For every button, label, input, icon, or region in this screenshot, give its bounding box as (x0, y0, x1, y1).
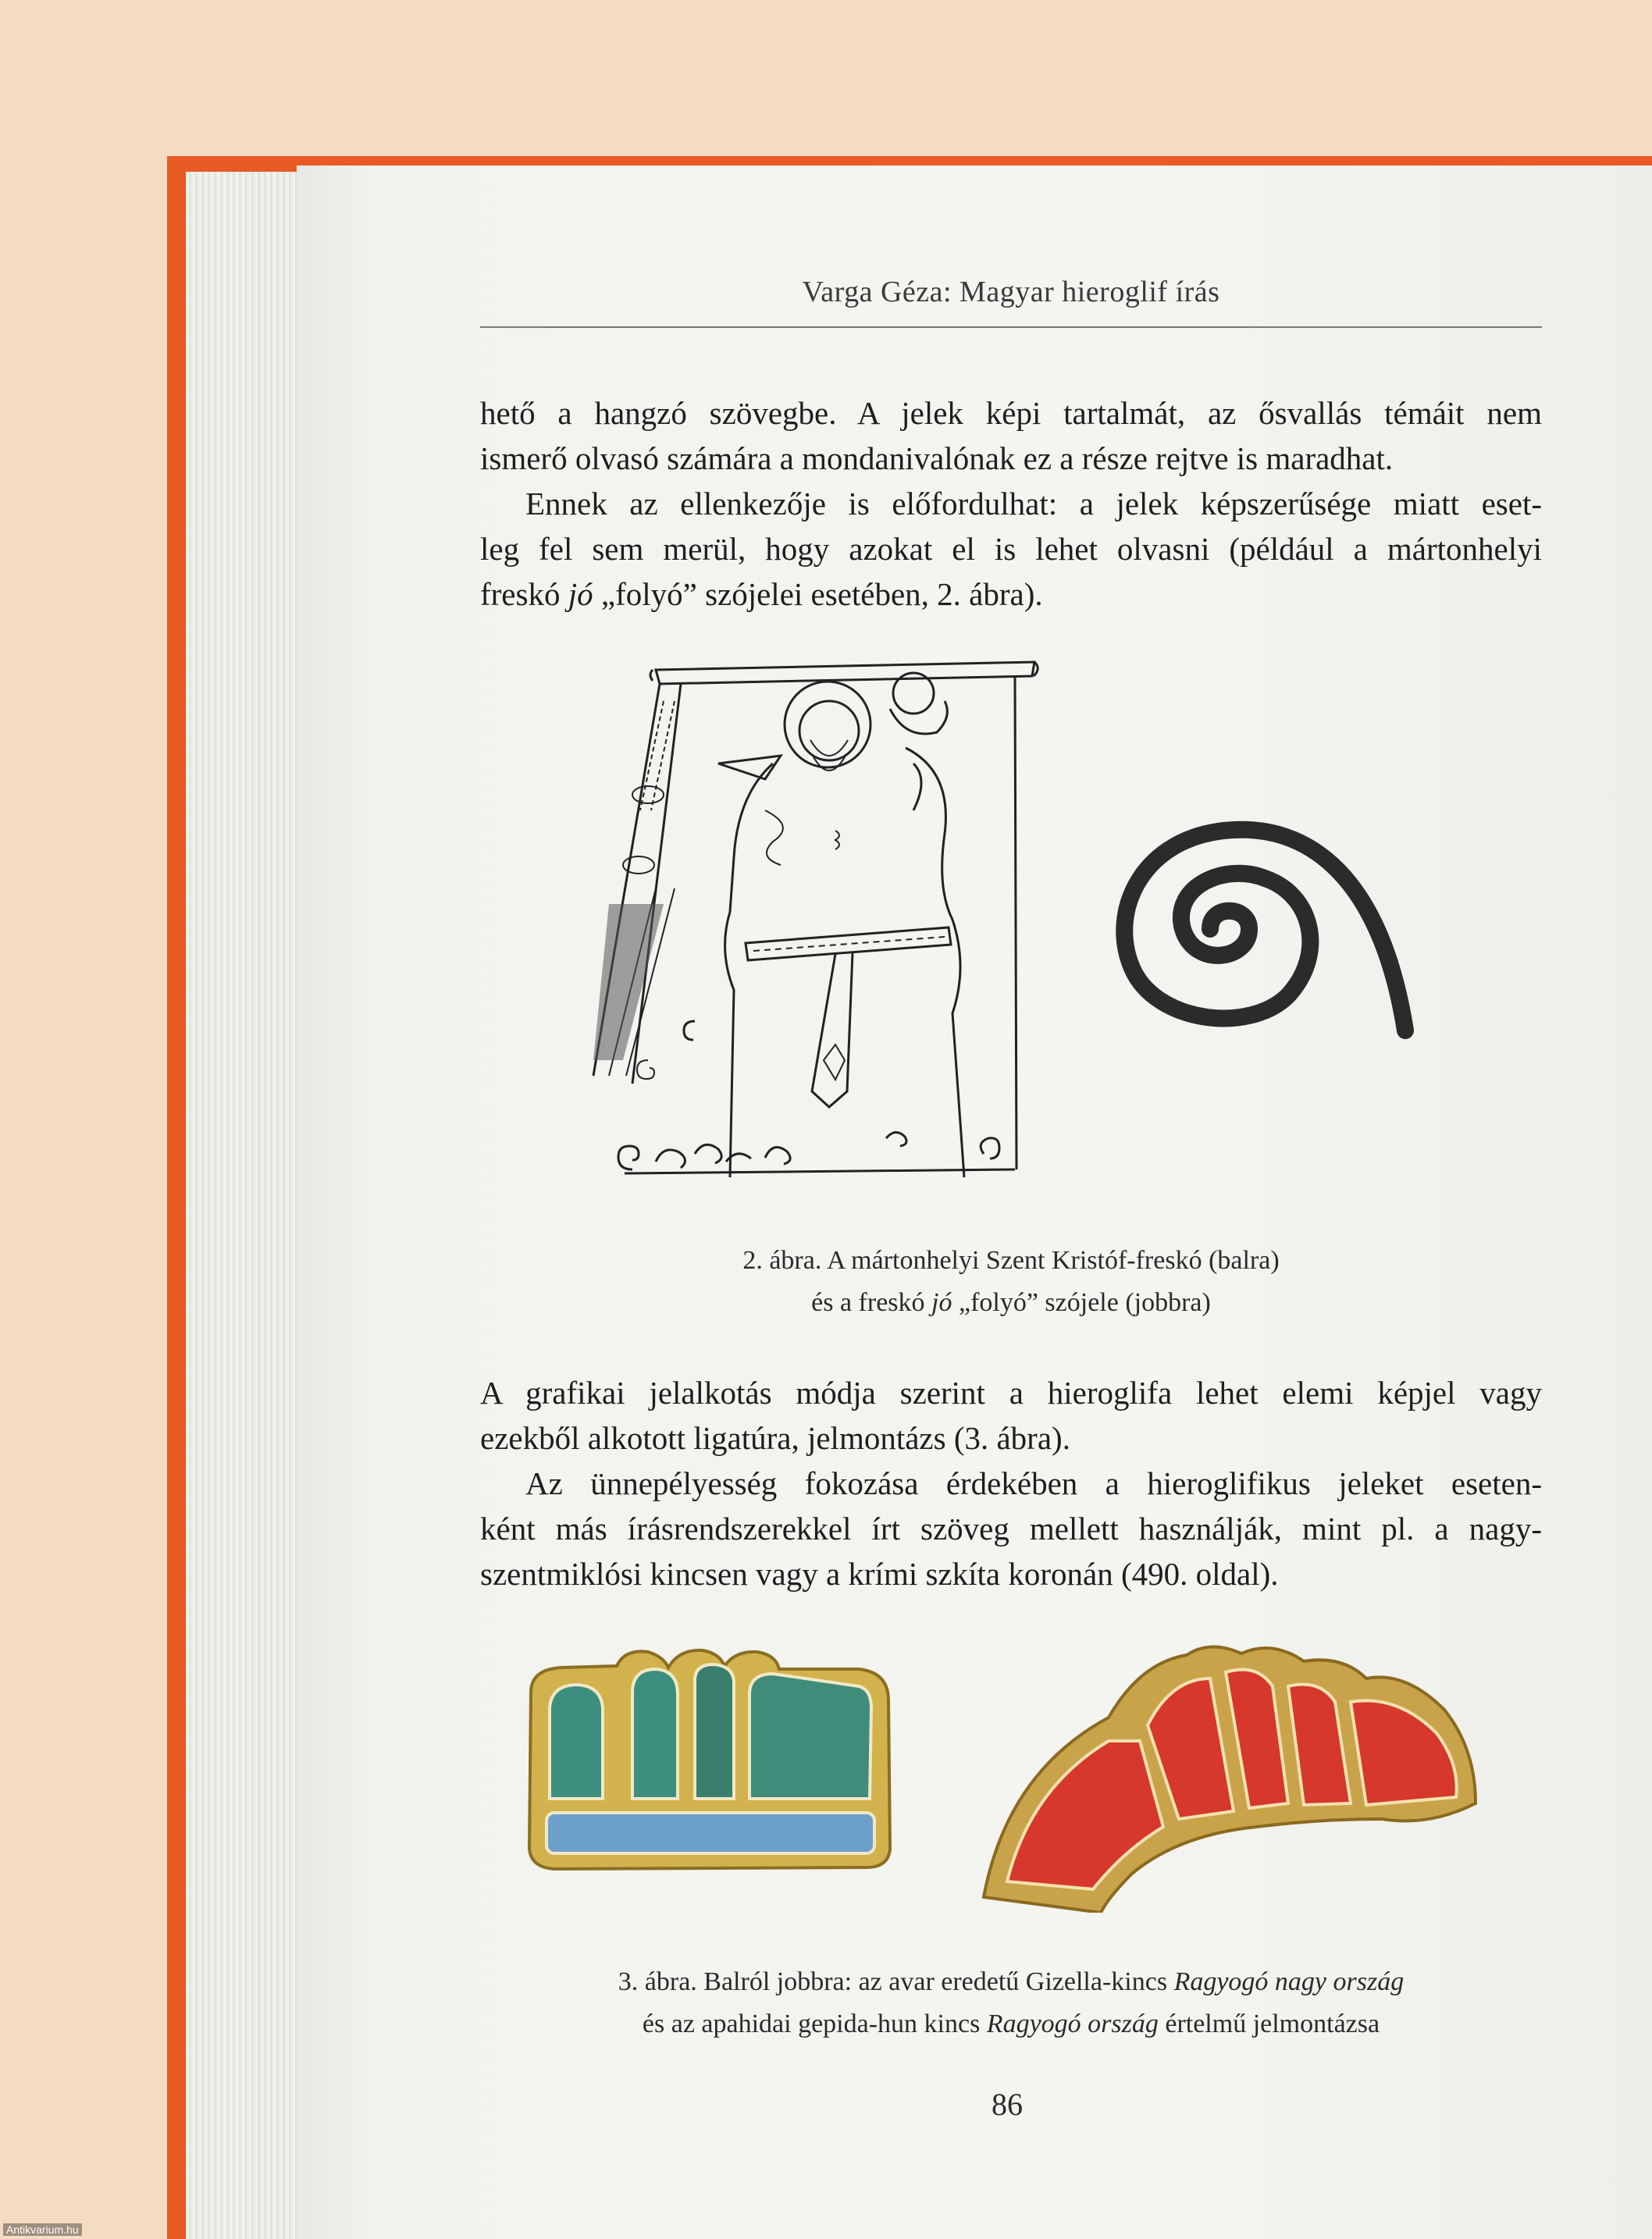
text-line: hető a hangzó szövegbe. A jelek képi tartalmát, az ősvallás témáit nem (480, 395, 1542, 431)
caption-line: és az apahidai gepida-hun kincs Ragyogó ország értelmű jelmontázsa (642, 2009, 1380, 2038)
spiral-word-sign (1109, 812, 1437, 1046)
running-title: Varga Géza: Magyar hieroglif írás (802, 276, 1220, 308)
figure-3-caption (480, 1961, 1542, 2045)
text-line: szentmiklósi kincsen vagy a krími szkíta koronán (490. oldal). (480, 1556, 1279, 1592)
text-line: leg fel sem merül, hogy azokat el is lehet olvasni (például a mártonhelyi (480, 531, 1542, 567)
apahida-treasure-image (976, 1632, 1507, 1913)
text-line: ismerő olvasó számára a mondanivalónak ez a része rejtve is maradhat. (480, 440, 1394, 476)
paragraph-1 (480, 390, 1542, 481)
figure-2-caption (480, 1240, 1542, 1324)
page-edges (186, 172, 303, 2239)
paragraph-2 (480, 481, 1542, 617)
paragraph-3 (480, 1370, 1542, 1461)
text-line: Ennek az ellenkezője is előfordulhat: a jelek képszerűsége miatt eset- (525, 486, 1542, 521)
caption-line: 3. ábra. Balról jobbra: az avar eredetű Gizella-kincs Ragyogó nagy ország (618, 1967, 1405, 1996)
text-line: ezekből alkotott ligatúra, jelmontázs (3. ábra). (480, 1420, 1070, 1456)
paragraph-4 (480, 1461, 1542, 1596)
text-line: freskó jó „folyó” szójelei esetében, 2. ábra). (480, 576, 1043, 612)
caption-line: és a freskó jó „folyó” szójele (jobbra) (811, 1288, 1211, 1317)
watermark: Antikvarium.hu (3, 2223, 82, 2236)
text-line: Az ünnepélyesség fokozása érdekében a hieroglifikus jeleket eseten- (525, 1465, 1542, 1501)
caption-line: 2. ábra. A mártonhelyi Szent Kristóf-freskó (balra) (742, 1246, 1280, 1275)
text-line: A grafikai jelalkotás módja szerint a hieroglifa lehet elemi képjel vagy (480, 1375, 1542, 1411)
text-line: ként más írásrendszerekkel írt szöveg mellett használják, mint pl. a nagy- (480, 1511, 1542, 1547)
gizella-treasure-image (515, 1646, 906, 1880)
page-number: 86 (992, 2087, 1023, 2122)
header-rule (480, 326, 1542, 328)
fresco-drawing (578, 654, 1062, 1201)
